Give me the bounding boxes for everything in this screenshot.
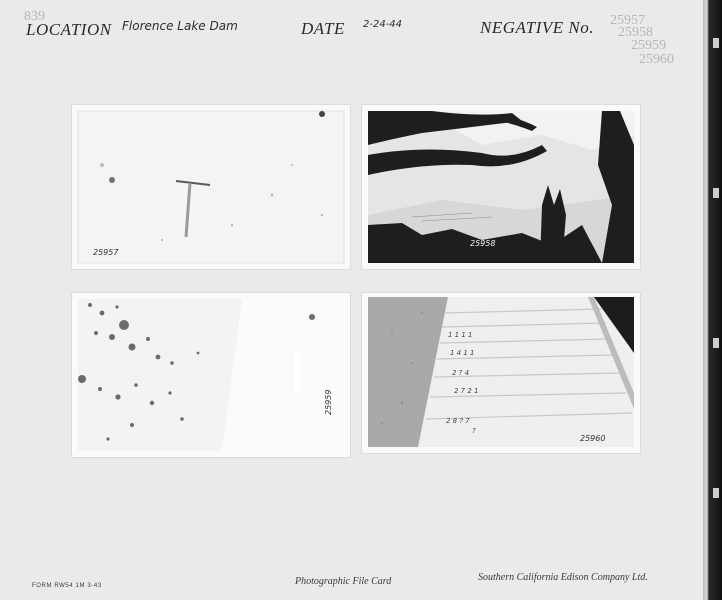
negative-number-3: 25959 [631,38,666,53]
form-code: FORM RW54 1M 3-43 [32,583,102,589]
svg-text:2 ? 4: 2 ? 4 [452,369,470,377]
svg-text:1 4 1 1: 1 4 1 1 [450,349,475,357]
company-name: Southern California Edison Company Ltd. [478,572,648,583]
card-title: Photographic File Card [295,576,392,587]
photo-dam-steps [362,293,640,453]
photo-snow-spots [72,293,350,457]
card-number: 839 [24,9,45,24]
negative-label-photo-3: 25959 [324,389,333,415]
location-value: Florence Lake Dam [122,19,238,33]
svg-text:2 8 ? 7: 2 8 ? 7 [446,417,470,425]
svg-text:1 1 1 1: 1 1 1 1 [448,331,473,339]
negative-label: NEGATIVE No. [480,18,594,37]
negative-number-1: 25957 [610,13,645,28]
negative-label-photo-2: 25958 [470,239,496,248]
negative-label-photo-4: 25960 [580,434,606,443]
svg-text:2 7 2 1: 2 7 2 1 [454,387,479,395]
photo-tree-valley [362,105,640,269]
negative-number-2: 25958 [618,25,653,40]
photo-snow-ice-axe [72,105,350,269]
photo-image [72,105,350,269]
svg-text:?: ? [472,427,476,435]
film-edge-strip [703,0,722,600]
negative-number-4: 25960 [639,52,674,67]
photo-image [362,105,640,269]
date-label: DATE [301,19,345,38]
photo-image [362,293,640,453]
location-label: LOCATION [26,20,112,39]
date-value: 2-24-44 [363,19,403,30]
photo-image [72,293,350,457]
negative-label-photo-1: 25957 [93,248,119,257]
